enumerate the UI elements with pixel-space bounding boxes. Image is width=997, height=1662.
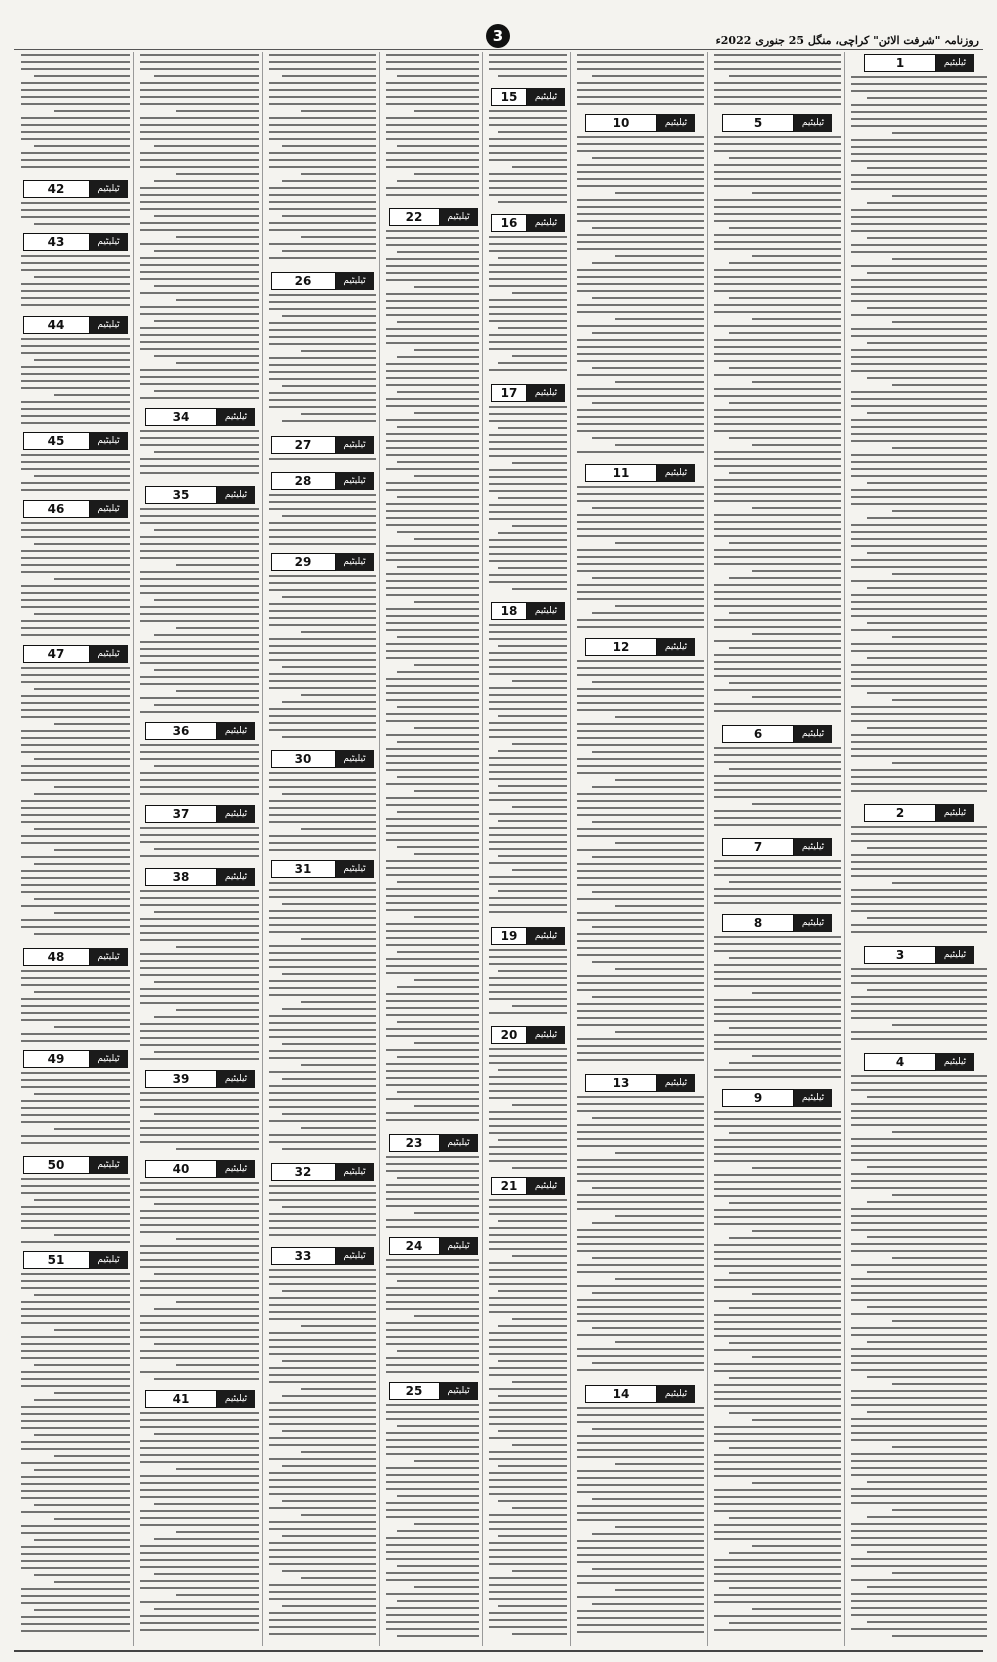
classified-text-block [269, 54, 376, 269]
ad-label: ٹیلیٹیم [794, 838, 832, 856]
page-number-badge: 3 [486, 24, 510, 48]
dateline: روزنامہ "شرفت الائن" کراچی، منگل 25 جنوری 2022ء [715, 34, 979, 47]
ad-label: ٹیلیٹیم [217, 1160, 255, 1178]
ad-number: 14 [585, 1385, 657, 1403]
ad-label: ٹیلیٹیم [440, 1382, 478, 1400]
ad-label: ٹیلیٹیم [936, 946, 974, 964]
ad-number: 34 [145, 408, 217, 426]
ad-number-box [145, 1160, 255, 1178]
ad-number: 47 [23, 645, 90, 663]
classified-text-block [386, 230, 479, 1131]
ad-number: 50 [23, 1156, 90, 1174]
ad-number-box [491, 1026, 565, 1044]
classified-text-block [489, 1048, 567, 1174]
ad-number: 1 [864, 54, 936, 72]
ad-number-box [145, 1070, 255, 1088]
ad-label: ٹیلیٹیم [440, 1237, 478, 1255]
ad-label: ٹیلیٹیم [527, 88, 565, 106]
ad-label: ٹیلیٹیم [657, 114, 695, 132]
classified-text-block [140, 744, 259, 802]
ad-number: 33 [271, 1247, 336, 1265]
ad-label: ٹیلیٹیم [527, 1026, 565, 1044]
ad-number-box [864, 54, 974, 72]
ad-number-box [864, 1053, 974, 1071]
classified-text-block [577, 486, 704, 635]
classified-text-block [714, 936, 841, 1086]
ad-label: ٹیلیٹیم [217, 1070, 255, 1088]
top-rule [14, 49, 983, 50]
ad-number: 42 [23, 180, 90, 198]
classified-text-block [21, 338, 130, 429]
classified-text-block [577, 1096, 704, 1382]
ad-number-box [271, 860, 374, 878]
ad-number: 24 [389, 1237, 440, 1255]
ad-label: ٹیلیٹیم [217, 868, 255, 886]
ad-number: 41 [145, 1390, 217, 1408]
classified-text-block [851, 76, 987, 801]
ad-number-box [271, 272, 374, 290]
classified-text-block [269, 575, 376, 747]
classified-text-block [386, 1404, 479, 1642]
ad-number-box [271, 750, 374, 768]
column-rule [133, 52, 134, 1646]
classified-text-block [714, 747, 841, 835]
ad-number-box [23, 500, 128, 518]
ad-number: 8 [722, 914, 794, 932]
ad-label: ٹیلیٹیم [440, 1134, 478, 1152]
classified-text-block [489, 949, 567, 1023]
ad-label: ٹیلیٹیم [336, 860, 374, 878]
ad-number-box [23, 180, 128, 198]
classified-text-block [140, 1092, 259, 1157]
ad-number-box [491, 88, 565, 106]
column-rule [570, 52, 571, 1646]
classified-text-block [386, 1156, 479, 1234]
classified-text-block [577, 54, 704, 111]
classified-text-block [714, 1111, 841, 1642]
ad-number: 44 [23, 316, 90, 334]
ad-number: 10 [585, 114, 657, 132]
ad-label: ٹیلیٹیم [90, 432, 128, 450]
ad-number-box [145, 722, 255, 740]
ad-number: 37 [145, 805, 217, 823]
ad-number-box [145, 868, 255, 886]
ad-number: 48 [23, 948, 90, 966]
ad-number-box [864, 804, 974, 822]
ad-label: ٹیلیٹیم [527, 927, 565, 945]
ad-label: ٹیلیٹیم [794, 914, 832, 932]
classified-text-block [269, 494, 376, 550]
ad-number-box [23, 233, 128, 251]
classified-text-block [269, 772, 376, 857]
classified-text-block [489, 1199, 567, 1642]
ad-number: 22 [389, 208, 440, 226]
ad-number: 45 [23, 432, 90, 450]
ad-label: ٹیلیٹیم [440, 208, 478, 226]
ad-label: ٹیلیٹیم [217, 722, 255, 740]
ad-number: 28 [271, 472, 336, 490]
ad-label: ٹیلیٹیم [527, 214, 565, 232]
ad-label: ٹیلیٹیم [90, 180, 128, 198]
ad-number-box [491, 214, 565, 232]
ad-label: ٹیلیٹیم [217, 1390, 255, 1408]
classified-text-block [140, 430, 259, 483]
classified-text-block [269, 1185, 376, 1244]
ad-label: ٹیلیٹیم [90, 316, 128, 334]
classified-text-block [489, 406, 567, 599]
ad-number: 25 [389, 1382, 440, 1400]
ad-number-box [585, 1074, 695, 1092]
ad-number: 13 [585, 1074, 657, 1092]
ad-label: ٹیلیٹیم [217, 408, 255, 426]
ad-number: 43 [23, 233, 90, 251]
ad-number: 20 [491, 1026, 527, 1044]
classified-text-block [140, 890, 259, 1067]
column-rule [844, 52, 845, 1646]
ad-number: 12 [585, 638, 657, 656]
ad-label: ٹیلیٹیم [794, 725, 832, 743]
ad-number: 9 [722, 1089, 794, 1107]
ad-number-box [389, 1382, 478, 1400]
ad-label: ٹیلیٹیم [90, 645, 128, 663]
ad-number-box [722, 1089, 832, 1107]
ad-number: 21 [491, 1177, 527, 1195]
ad-number-box [23, 645, 128, 663]
ad-label: ٹیلیٹیم [90, 1251, 128, 1269]
ad-label: ٹیلیٹیم [657, 638, 695, 656]
classified-text-block [386, 1259, 479, 1379]
classified-text-block [269, 458, 376, 469]
ad-number: 36 [145, 722, 217, 740]
ad-label: ٹیلیٹیم [527, 384, 565, 402]
classified-text-block [577, 1407, 704, 1642]
ad-number: 18 [491, 602, 527, 620]
ad-label: ٹیلیٹیم [217, 805, 255, 823]
classified-text-block [489, 54, 567, 85]
ad-number-box [23, 1050, 128, 1068]
ad-number-box [864, 946, 974, 964]
classified-text-block [21, 667, 130, 945]
column-rule [707, 52, 708, 1646]
classified-text-block [21, 1178, 130, 1248]
ad-number-box [585, 1385, 695, 1403]
classified-text-block [21, 970, 130, 1047]
ad-label: ٹیلیٹیم [336, 272, 374, 290]
ad-label: ٹیلیٹیم [794, 114, 832, 132]
classified-text-block [577, 136, 704, 461]
ad-number-box [271, 1163, 374, 1181]
column-rule [379, 52, 380, 1646]
ad-number-box [145, 805, 255, 823]
classified-text-block [21, 1072, 130, 1153]
classified-text-block [489, 624, 567, 924]
classified-text-block [386, 54, 479, 205]
ad-number: 27 [271, 436, 336, 454]
bottom-rule [14, 1650, 983, 1652]
classified-text-block [269, 294, 376, 433]
classified-text-block [21, 54, 130, 177]
ad-number-box [491, 602, 565, 620]
ad-label: ٹیلیٹیم [657, 464, 695, 482]
classified-text-block [851, 1075, 987, 1642]
ad-number-box [389, 1237, 478, 1255]
classified-text-block [714, 860, 841, 911]
ad-label: ٹیلیٹیم [90, 1156, 128, 1174]
ad-number: 39 [145, 1070, 217, 1088]
classified-text-block [21, 202, 130, 230]
ad-label: ٹیلیٹیم [527, 602, 565, 620]
ad-label: ٹیلیٹیم [90, 500, 128, 518]
ad-number: 2 [864, 804, 936, 822]
ad-number-box [389, 208, 478, 226]
classified-text-block [714, 136, 841, 722]
ad-label: ٹیلیٹیم [336, 436, 374, 454]
ad-number: 16 [491, 214, 527, 232]
ad-number: 5 [722, 114, 794, 132]
ad-label: ٹیلیٹیم [936, 1053, 974, 1071]
ad-number: 30 [271, 750, 336, 768]
ad-number-box [491, 927, 565, 945]
ad-number-box [491, 1177, 565, 1195]
ad-number: 32 [271, 1163, 336, 1181]
ad-number: 4 [864, 1053, 936, 1071]
ad-label: ٹیلیٹیم [90, 233, 128, 251]
ad-number-box [23, 316, 128, 334]
ad-label: ٹیلیٹیم [336, 1163, 374, 1181]
classified-text-block [269, 882, 376, 1160]
ad-number-box [23, 948, 128, 966]
ad-label: ٹیلیٹیم [527, 1177, 565, 1195]
ad-number: 29 [271, 553, 336, 571]
classified-text-block [714, 54, 841, 111]
ad-label: ٹیلیٹیم [936, 804, 974, 822]
classified-text-block [140, 508, 259, 719]
ad-label: ٹیلیٹیم [217, 486, 255, 504]
ad-number-box [145, 486, 255, 504]
classified-text-block [21, 255, 130, 313]
classified-text-block [489, 236, 567, 381]
ad-number: 26 [271, 272, 336, 290]
ad-number-box [23, 1156, 128, 1174]
ad-number-box [491, 384, 565, 402]
ad-number: 46 [23, 500, 90, 518]
ad-number: 35 [145, 486, 217, 504]
ad-number-box [722, 114, 832, 132]
classified-text-block [489, 110, 567, 211]
column-rule [262, 52, 263, 1646]
ad-number: 40 [145, 1160, 217, 1178]
classified-text-block [21, 454, 130, 497]
ad-number: 11 [585, 464, 657, 482]
ad-number-box [145, 408, 255, 426]
ad-label: ٹیلیٹیم [336, 1247, 374, 1265]
classified-text-block [269, 1269, 376, 1642]
ad-label: ٹیلیٹیم [336, 750, 374, 768]
ad-number-box [585, 114, 695, 132]
ad-number-box [389, 1134, 478, 1152]
ad-number-box [585, 464, 695, 482]
ad-number-box [271, 436, 374, 454]
ad-number: 19 [491, 927, 527, 945]
classified-text-block [140, 1182, 259, 1387]
ad-number: 6 [722, 725, 794, 743]
ad-number: 49 [23, 1050, 90, 1068]
ad-number-box [23, 1251, 128, 1269]
ad-number-box [271, 1247, 374, 1265]
ad-number: 17 [491, 384, 527, 402]
ad-number: 15 [491, 88, 527, 106]
ad-label: ٹیلیٹیم [794, 1089, 832, 1107]
classified-text-block [21, 1273, 130, 1642]
ad-label: ٹیلیٹیم [336, 553, 374, 571]
ad-label: ٹیلیٹیم [657, 1385, 695, 1403]
ad-number: 51 [23, 1251, 90, 1269]
ad-number: 7 [722, 838, 794, 856]
ad-number-box [271, 472, 374, 490]
classified-text-block [140, 1412, 259, 1642]
classified-text-block [577, 660, 704, 1071]
classified-text-block [140, 54, 259, 405]
ad-number-box [145, 1390, 255, 1408]
ad-label: ٹیلیٹیم [936, 54, 974, 72]
classified-text-block [140, 827, 259, 865]
column-rule [482, 52, 483, 1646]
ad-number: 3 [864, 946, 936, 964]
ad-number-box [722, 838, 832, 856]
ad-number: 38 [145, 868, 217, 886]
classified-text-block [851, 968, 987, 1050]
ad-number-box [722, 914, 832, 932]
ad-label: ٹیلیٹیم [90, 948, 128, 966]
ad-number-box [23, 432, 128, 450]
classified-text-block [21, 522, 130, 642]
ad-label: ٹیلیٹیم [90, 1050, 128, 1068]
ad-label: ٹیلیٹیم [336, 472, 374, 490]
ad-number: 31 [271, 860, 336, 878]
ad-number-box [722, 725, 832, 743]
ad-label: ٹیلیٹیم [657, 1074, 695, 1092]
ad-number: 23 [389, 1134, 440, 1152]
classified-text-block [851, 826, 987, 943]
ad-number-box [585, 638, 695, 656]
ad-number-box [271, 553, 374, 571]
